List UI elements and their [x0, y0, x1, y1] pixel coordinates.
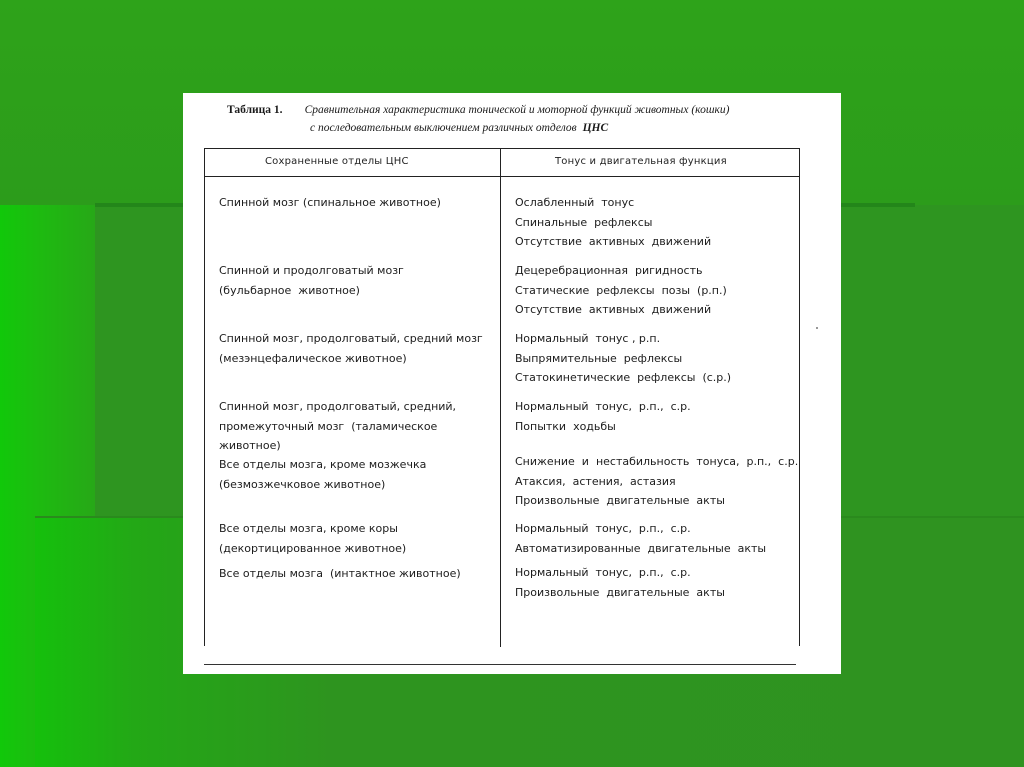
row-3-left-line: (мезэнцефалическое животное)	[219, 351, 407, 365]
row-3-tone-motor-function	[515, 329, 731, 388]
table-column-divider	[500, 149, 501, 647]
row-4-right-line: Нормальный тонус, р.п., с.р.	[515, 400, 691, 413]
row-3-right-line: Статокинетические рефлексы (с.р.)	[515, 371, 732, 384]
row-1-right-line: Отсутствие активных движений	[515, 235, 712, 248]
row-4-tone-motor-function	[515, 397, 691, 436]
row-7-tone-motor-function	[515, 563, 725, 602]
row-3-right-line: Нормальный тонус , р.п.	[515, 332, 661, 345]
row-7-right-line: Нормальный тонус, р.п., с.р.	[515, 566, 691, 579]
row-3-preserved-sections	[219, 329, 483, 368]
row-6-preserved-sections	[219, 519, 406, 558]
caption-title-cns: ЦНС	[582, 122, 609, 134]
caption-label: Таблица 1.	[227, 104, 283, 116]
row-6-right-line: Автоматизированные двигательные акты	[515, 541, 767, 555]
row-4-left-line: промежуточный мозг (таламическое	[219, 419, 438, 433]
row-2-right-line: Статические рефлексы позы (р.п.)	[515, 283, 727, 297]
row-5-left-line: Все отделы мозга, кроме мозжечка	[219, 458, 427, 471]
row-6-left-line: (декортицированное животное)	[219, 541, 407, 555]
row-5-left-line: (безмозжечковое животное)	[219, 477, 386, 491]
table-bottom-rule	[204, 664, 796, 665]
caption-title-line1: Сравнительная характеристика тонической и моторной функций животных (кошки)	[304, 104, 730, 116]
row-6-left-line: Все отделы мозга, кроме коры	[219, 522, 398, 535]
table-caption	[227, 101, 827, 137]
row-3-right-line: Выпрямительные рефлексы	[515, 351, 683, 365]
caption-line-1	[227, 101, 827, 119]
row-2-right-line: Отсутствие активных движений	[515, 303, 712, 316]
scanned-table-image	[183, 93, 841, 674]
row-5-right-line: Атаксия, астения, астазия	[515, 474, 676, 488]
row-1-right-line: Ослабленный тонус	[515, 196, 635, 209]
row-4-preserved-sections	[219, 397, 456, 456]
row-1-tone-motor-function	[515, 193, 711, 252]
row-1-preserved-sections	[219, 193, 441, 213]
row-7-left-line: Все отделы мозга (интактное животное)	[219, 567, 461, 580]
row-6-right-line: Нормальный тонус, р.п., с.р.	[515, 522, 691, 535]
row-4-right-line: Попытки ходьбы	[515, 419, 616, 433]
row-2-left-line: (бульбарное животное)	[219, 283, 360, 297]
comparison-table	[204, 148, 800, 646]
row-7-right-line: Произвольные двигательные акты	[515, 585, 725, 599]
row-4-left-line: Спинной мозг, продолговатый, средний,	[219, 400, 457, 413]
row-1-left-line: Спинной мозг (спинальное животное)	[219, 196, 441, 209]
row-1-right-line: Спинальные рефлексы	[515, 215, 653, 229]
row-7-preserved-sections	[219, 564, 461, 584]
table-header-preserved-sections: Сохраненные отделы ЦНС	[265, 156, 409, 167]
row-2-left-line: Спинной и продолговатый мозг	[219, 264, 404, 277]
row-5-right-line: Произвольные двигательные акты	[515, 494, 725, 507]
row-4-left-line: животное)	[219, 439, 281, 452]
row-5-right-line: Снижение и нестабильность тонуса, р.п., с.р.	[515, 455, 799, 468]
row-2-right-line: Децеребрационная ригидность	[515, 264, 703, 277]
row-5-preserved-sections	[219, 455, 426, 494]
row-2-tone-motor-function	[515, 261, 727, 320]
row-2-preserved-sections	[219, 261, 404, 300]
scan-speck	[816, 327, 818, 329]
caption-title-line2: с последовательным выключением различных отделов	[310, 122, 577, 134]
caption-line-2	[227, 119, 827, 137]
row-3-left-line: Спинной мозг, продолговатый, средний мозг	[219, 332, 483, 345]
row-5-tone-motor-function	[515, 452, 798, 511]
row-6-tone-motor-function	[515, 519, 766, 558]
table-header-rule	[205, 176, 799, 177]
table-header-tone-motor-function: Тонус и двигательная функция	[555, 156, 727, 167]
